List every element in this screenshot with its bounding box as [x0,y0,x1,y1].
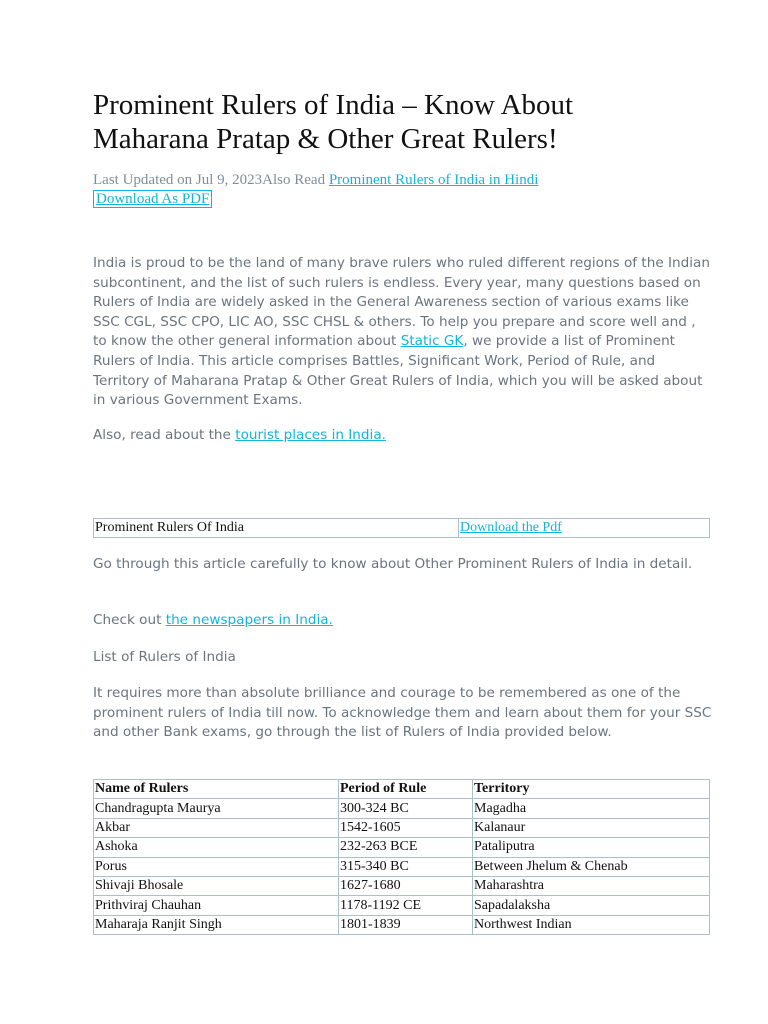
table-row [94,876,710,895]
list-heading: List of Rulers of India [93,649,236,665]
header-period: Period of Rule [339,780,473,799]
table-header-row [94,780,710,799]
table-row [94,519,710,538]
ruler-period: 315-340 BC [339,857,473,876]
also-read-text: Also, read about the [93,427,236,443]
last-updated: Last Updated on Jul 9, 2023 [93,172,263,188]
also-read-label: Also Read [262,172,329,188]
hindi-article-link[interactable]: Prominent Rulers of India in Hindi [328,172,539,188]
ruler-period: 1627-1680 [339,876,473,895]
ruler-territory: Sapadalaksha [473,896,710,915]
table-row [94,915,710,934]
ruler-name: Shivaji Bhosale [94,876,339,895]
pdf-download-table [93,518,710,538]
newspapers-link[interactable]: the newspapers in India. [165,612,333,628]
header-name: Name of Rulers [94,780,339,799]
table-row [94,857,710,876]
ruler-name: Akbar [94,818,339,837]
ruler-territory: Northwest Indian [473,915,710,934]
ruler-name: Chandragupta Maurya [94,799,339,818]
check-out-text: Check out [93,612,166,628]
ruler-territory: Magadha [473,799,710,818]
rulers-table [93,779,710,935]
ruler-territory: Kalanaur [473,818,710,837]
page-title: Prominent Rulers of India – Know About Maharana Pratap & Other Great Rulers! [93,89,574,155]
table-row [94,799,710,818]
static-gk-link[interactable]: Static GK [400,333,464,350]
ruler-name: Prithviraj Chauhan [94,896,339,915]
ruler-period: 1178-1192 CE [339,896,473,915]
go-through-paragraph: Go through this article carefully to know about Other Prominent Rulers of India in detail. [93,556,693,572]
pdf-table-label: Prominent Rulers Of India [94,519,459,538]
ruler-period: 232-263 BCE [339,838,473,857]
ruler-period: 1801-1839 [339,915,473,934]
download-pdf-button[interactable]: Download As PDF [93,190,212,208]
intro-text-end: , we provide a list of Prominent Rulers of India. This article comprises Battles, Significant Work, Period of Rule, and Territory of Maharana Pratap & Other Great Rulers of India, which you will be asked about in various Government Exams. [93,333,703,409]
ruler-name: Maharaja Ranjit Singh [94,915,339,934]
ruler-name: Porus [94,857,339,876]
check-out-paragraph [93,611,713,631]
pdf-table-link-cell [459,519,710,538]
ruler-period: 300-324 BC [339,799,473,818]
header-territory: Territory [473,780,710,799]
table-row [94,818,710,837]
table-row [94,896,710,915]
tourist-places-link[interactable]: tourist places in India. [235,427,386,443]
ruler-territory: Between Jhelum & Chenab [473,857,710,876]
table-row [94,838,710,857]
download-pdf-link[interactable]: Download the Pdf [460,520,562,536]
ruler-name: Ashoka [94,838,339,857]
ruler-territory: Pataliputra [473,838,710,857]
ruler-territory: Maharashtra [473,876,710,895]
intro-text-start: India is proud to be the land of many brave rulers who ruled different regions of the Indian subcontinent, and the list of such rulers is endless. Every year, many questions based on Rulers of India are widely asked in the General Awareness section of various exams like SSC CGL, SSC CPO, LIC AO, SSC CHSL & others. To help you prepare and score well and , to know the other general information about [93,255,710,350]
ruler-period: 1542-1605 [339,818,473,837]
intro-paragraph [93,254,713,411]
also-read-paragraph [93,426,713,446]
article-meta [93,171,538,189]
requires-paragraph: It requires more than absolute brilliance and courage to be remembered as one of the prominent rulers of India till now. To acknowledge them and learn about them for your SSC and other Bank exams, go through the list of Rulers of India provided below. [93,685,712,741]
